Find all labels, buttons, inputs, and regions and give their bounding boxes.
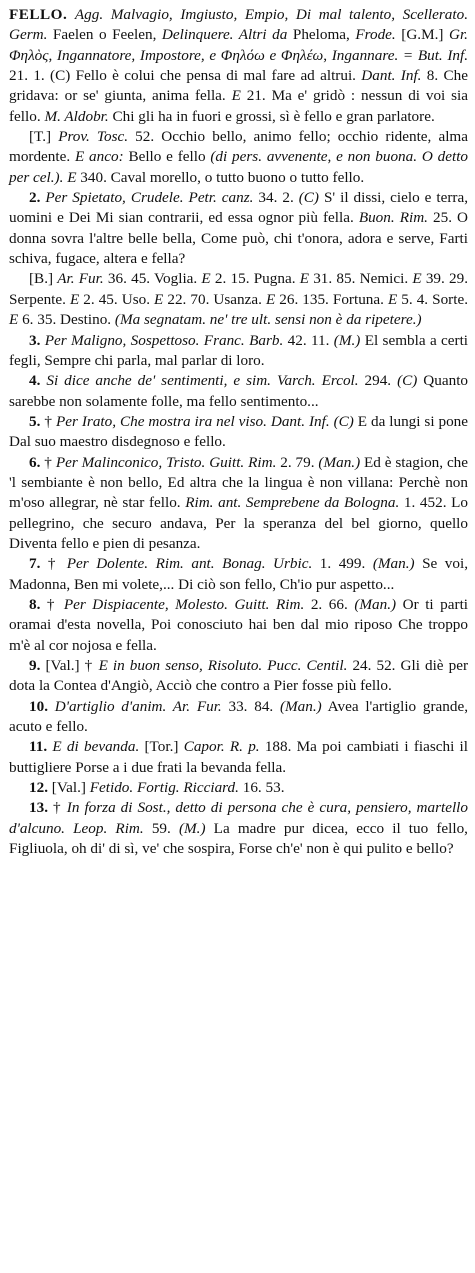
body-text: La madre pur dicea, ecco il tuo fello, Figliuola, oh di' di sì, ve' che sospira, Forse ch'e' non è qui pulito e bello? <box>9 819 468 858</box>
sense-paragraph-12 <box>9 737 468 778</box>
body-text: † <box>40 412 56 430</box>
body-text: 39. 29. Serpente. <box>9 270 469 308</box>
italic-text: E anco: <box>74 148 124 166</box>
sense-paragraph-8 <box>9 554 468 595</box>
sense-paragraph-11 <box>9 697 468 738</box>
sense-number: 8. <box>29 595 41 613</box>
sense-number: 3. <box>29 331 41 349</box>
body-text: 5. 4. Sorte. <box>397 290 468 308</box>
body-text: † <box>47 799 67 817</box>
italic-text: (Man.) <box>279 697 322 715</box>
body-text: 2. 79. <box>276 453 319 471</box>
italic-text: E di bevanda. <box>52 738 140 756</box>
body-text: † <box>40 453 56 471</box>
body-text: 36. 45. Voglia. <box>103 270 202 288</box>
body-text: 21. 1. (C) Fello è colui che pensa di mal fare ad altrui. <box>9 67 362 85</box>
body-text: Faelen o Feelen, <box>47 26 162 44</box>
sense-paragraph-2 <box>9 188 468 269</box>
sense-number: 11. <box>29 738 48 756</box>
italic-text: Capor. R. p. <box>183 738 260 756</box>
italic-text: M. Aldobr. <box>44 107 109 125</box>
body-text: , <box>48 46 57 64</box>
italic-text: (Ma segnatam. ne' tre ult. sensi non è da ripetere.) <box>114 311 422 329</box>
sense-paragraph-13 <box>9 778 468 798</box>
italic-text: E <box>265 290 276 308</box>
body-text: [B.] <box>29 270 58 288</box>
italic-text: e <box>269 46 277 64</box>
italic-text: (M.) <box>178 819 206 837</box>
body-text: 6. 35. Destino. <box>18 311 115 329</box>
body-text: [Val.] <box>47 779 90 797</box>
body-text: [Tor.] <box>139 738 184 756</box>
body-text: 16. 53. <box>238 779 285 797</box>
definition-paragraph <box>9 5 468 127</box>
body-text: [G.M.] <box>395 26 449 44</box>
body-text: Chi gli ha in fuori e grossi, sì è fello e gran parlatore. <box>108 107 435 125</box>
body-text: 34. 2. <box>253 189 299 207</box>
sense-number: 2. <box>29 189 41 207</box>
body-text: Pheloma, <box>287 26 356 44</box>
body-text: Ed è stagion, che 'l sembiante è non bello, Ed altra che la lingua è non villana: Perchè non m'oso allegrar, nè star fello. <box>9 453 469 512</box>
italic-text: (di pers. avvenente, e non buona. O detto per cel.). <box>9 148 469 186</box>
italic-text: Prov. Tosc. <box>58 128 129 146</box>
italic-text: Dant. Inf. <box>361 67 422 85</box>
body-text: Se voi, Madonna, Ben mi volete,... Di ciò son fello, Ch'io pur aspetto... <box>9 555 469 593</box>
sense-paragraph-9 <box>9 595 468 656</box>
body-text: , <box>323 46 332 64</box>
italic-text: Fetido. Fortig. Ricciard. <box>89 779 239 797</box>
body-text: † <box>40 595 64 613</box>
body-text: 52. Occhio bello, animo fello; occhio ridente, alma mordente. <box>9 128 468 166</box>
body-text: Quanto sarebbe non solamente folle, ma fello sentimento... <box>9 372 469 410</box>
body-text: 22. 70. Usanza. <box>163 290 266 308</box>
greek-text: Φηλὸς <box>9 46 49 64</box>
italic-text: E <box>231 87 241 105</box>
italic-text: Per Irato, Che mostra ira nel viso. Dant. Inf. (C) <box>56 412 354 430</box>
italic-text: Si dice anche de' sentimenti, e sim. Varch. Ercol. <box>46 372 359 390</box>
dictionary-entry-fello <box>9 5 468 859</box>
body-text: 8. Che gridava: or se' giunta, anima fella. <box>9 67 468 105</box>
sense-number: 7. <box>29 555 41 573</box>
italic-text: Ar. Fur. <box>57 270 104 288</box>
italic-text: (Man.) <box>372 555 415 573</box>
sense-number: 4. <box>29 372 41 390</box>
sense-paragraph-10 <box>9 656 468 697</box>
italic-text: Per Spietato, Crudele. Petr. canz. <box>45 189 254 207</box>
body-text <box>48 698 55 715</box>
body-text: † <box>40 555 67 573</box>
italic-text: E in buon senso, Risoluto. Pucc. Centil. <box>98 657 348 674</box>
body-text: Or ti parti oramai d'esta novella, Poi conosciuto hai ben dal mio riposo Che troppo m'è al cor nojosa e fella. <box>9 595 469 654</box>
body-text: [T.] <box>29 128 59 146</box>
sense-paragraph-6 <box>9 412 468 453</box>
sense-paragraph-3 <box>9 269 468 330</box>
italic-text: Per Maligno, Sospettoso. Franc. Barb. <box>44 331 284 349</box>
italic-text: Ingannatore, Impostore, e <box>56 46 217 64</box>
body-text: 2. 15. Pugna. <box>210 270 300 288</box>
body-text: 1. 452. Lo pellegrino, che securo andava, Per la speranza del bel giorno, quello Diventa fello e pien di pesanza. <box>9 494 468 552</box>
italic-text: Buon. Rim. <box>358 209 428 227</box>
sense-number: 6. <box>29 453 41 471</box>
italic-text: E <box>412 270 422 288</box>
italic-text: (M.) <box>333 331 361 349</box>
italic-text: D'artiglio d'anim. Ar. Fur. <box>54 697 222 715</box>
sense-number: 10. <box>29 697 48 715</box>
sense-paragraph-14 <box>9 798 468 859</box>
body-text: 2. 45. Uso. <box>79 290 155 308</box>
headword: FELLO. <box>9 6 68 23</box>
body-text: 294. <box>358 372 398 390</box>
body-text: 25. O donna sovra l'altre belle bella, Come può, chi t'onora, adora e serve, Farti schiva, fugace, altera e fella? <box>9 209 468 268</box>
italic-text: Per Dolente. Rim. ant. Bonag. Urbic. <box>66 555 313 573</box>
italic-text: Rim. ant. Semprebene da Bologna. <box>185 494 400 512</box>
italic-text: E <box>299 270 309 288</box>
body-text: 1. 499. <box>312 555 373 573</box>
sense-number: 5. <box>29 412 41 430</box>
greek-text: Φηλόω <box>220 46 265 64</box>
body-text: 31. 85. Nemici. <box>309 270 413 288</box>
greek-text: Φηλέω <box>280 46 324 64</box>
body-text: E da lungi si pone Dal suo maestro disdegnoso e fello. <box>9 412 468 451</box>
sense-number: 13. <box>29 799 48 817</box>
italic-text: Delinquere. Altri da <box>161 26 288 44</box>
italic-text: (C) <box>397 372 418 390</box>
sense-number: 12. <box>29 779 48 797</box>
body-text: 42. 11. <box>283 331 334 349</box>
sense-paragraph-1 <box>9 127 468 188</box>
italic-text: E <box>201 270 211 288</box>
body-text: Bello e fello <box>123 148 211 166</box>
italic-text: Gr. <box>448 26 468 44</box>
sense-number: 9. <box>29 657 41 674</box>
body-text: 33. 84. <box>221 697 280 715</box>
italic-text: Per Malinconico, Tristo. Guitt. Rim. <box>55 453 277 471</box>
italic-text: E <box>154 290 164 308</box>
italic-text: Per Dispiacente, Molesto. Guitt. Rim. <box>63 595 305 613</box>
body-text: Avea l'artiglio grande, acuto e fello. <box>9 697 469 736</box>
italic-text: E <box>67 168 77 186</box>
sense-paragraph-7 <box>9 453 468 555</box>
body-text: S' il dissi, cielo e terra, uomini e Dei Mi sian contrarii, ed essa ognor più fella. <box>9 189 468 227</box>
italic-text: Frode. <box>355 26 396 44</box>
body-text: 21. Ma e' gridò : nessun di voi sia fello. <box>9 87 469 125</box>
italic-text: In forza di Sost., detto di persona che è cura, pensiero, martello d'alcuno. Leop. Rim. <box>9 799 468 837</box>
italic-text: Ingannare. = But. Inf. <box>331 46 469 64</box>
sense-paragraph-4 <box>9 331 468 372</box>
italic-text: (C) <box>298 189 319 207</box>
italic-text: E <box>69 290 80 308</box>
sense-paragraph-5 <box>9 371 468 412</box>
italic-text: Agg. Malvagio, Imgiusto, Empio, Di mal talento, Scellerato. Germ. <box>9 6 469 44</box>
italic-text: (Man.) <box>318 453 361 471</box>
body-text: [Val.] † <box>40 657 99 674</box>
body-text: 24. 52. Gli diè per dota la Contea d'Angiò, Acciò che contro a Pier fosse più fello. <box>9 657 468 695</box>
body-text <box>67 6 75 23</box>
body-text: 188. Ma poi cambiati i fiaschi il buttigliere Porse a i due frati la bevanda fella. <box>9 738 468 776</box>
italic-text: E <box>9 311 19 329</box>
body-text: 340. Caval morello, o tutto buono o tutto fello. <box>76 168 365 186</box>
body-text: 2. 66. <box>304 595 355 613</box>
body-text: El sembla a certi fegli, Sempre chi parla, mal parlar di loro. <box>9 331 469 369</box>
body-text: 26. 135. Fortuna. <box>275 290 388 308</box>
body-text: 59. <box>143 819 179 837</box>
italic-text: (Man.) <box>354 595 397 613</box>
italic-text: E <box>387 290 398 308</box>
